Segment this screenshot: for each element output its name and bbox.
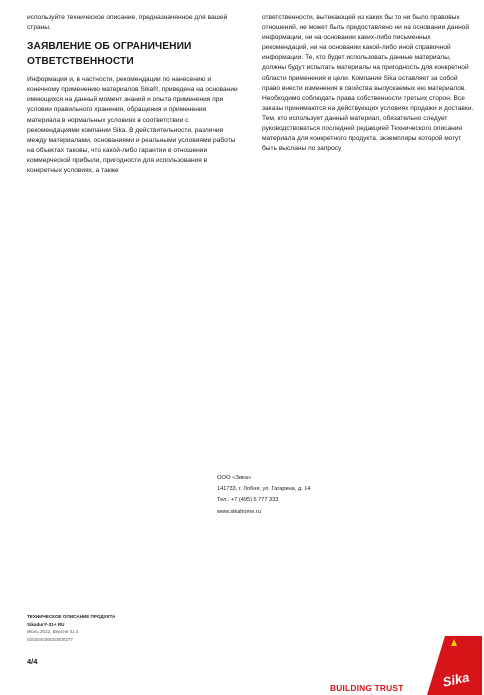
document-info: [27, 613, 115, 643]
website-link[interactable]: www.sikahome.ru: [217, 508, 261, 515]
phone-number: Тел.: +7 (495) 5 777 333: [217, 497, 279, 504]
document-code: 020204030010000277: [27, 636, 73, 642]
brand-tagline: BUILDING TRUST: [330, 683, 404, 693]
sika-logo-text: Sika: [441, 669, 471, 690]
sika-logo: [427, 636, 482, 695]
sika-logo-icon: [427, 636, 482, 695]
left-column: [27, 13, 241, 176]
disclaimer-text-left: Информация и, в частности, рекомендации по нанесению и конечному применению материалов Sika®, приведена на основании имеющихся на данный момент знаний и опыта применения при условии правильного хранения, обращения и применения материала в нормальных условиях в соответствии с рекомендациями компании Sika. В действительности, различия между материалами, основаниями и реальными условиями работы на объектах таковы, что какой-либо гарантии в отношении коммерческой прибыли, пригодности для использования в конкретных условиях, а также: [27, 76, 238, 175]
company-address: [217, 473, 311, 518]
right-column: [262, 13, 476, 154]
product-name: Sikadur®-31+ RU: [27, 621, 65, 627]
intro-text: используйте техническое описание, предназначенное для вашей страны.: [27, 14, 228, 32]
document-version: Июль 2022, Версия 01.4: [27, 629, 79, 635]
disclaimer-text-right: ответственности, вытекающей из каких бы то ни было правовых отношений, не может быть предоставлено ни на основании данной информации, ни на основании каких-либо письменных рекомендаций, ни на основании какой-либо иной справочной информации. Те, кто будет использовать данные материалы, должны будут испытать материалы на пригодность для конкретной области применения и цели. Компания Sika оставляет за собой право внести изменения в свойства выпускаемых ею материалов. Необходимо соблюдать права собственности третьих сторон. Все заказы принимаются на действующих условиях продажи и доставки. Тем, кто использует данный материал, обязательно следует руководствоваться последней редакцией Технического описания материала для конкретного продукта, экземпляры которой могут быть высланы по запросу: [262, 14, 474, 153]
disclaimer-heading: ЗАЯВЛЕНИЕ ОБ ОГРАНИЧЕНИИ ОТВЕТСТВЕННОСТИ: [27, 41, 192, 67]
street-address: 141733, г. Лобня, ул. Гагарина, д. 14: [217, 486, 311, 493]
company-name: ООО «Зика»: [217, 475, 252, 481]
page-number: 4/4: [27, 657, 38, 666]
document-type: ТЕХНИЧЕСКОЕ ОПИСАНИЕ ПРОДУКТА: [27, 614, 116, 619]
